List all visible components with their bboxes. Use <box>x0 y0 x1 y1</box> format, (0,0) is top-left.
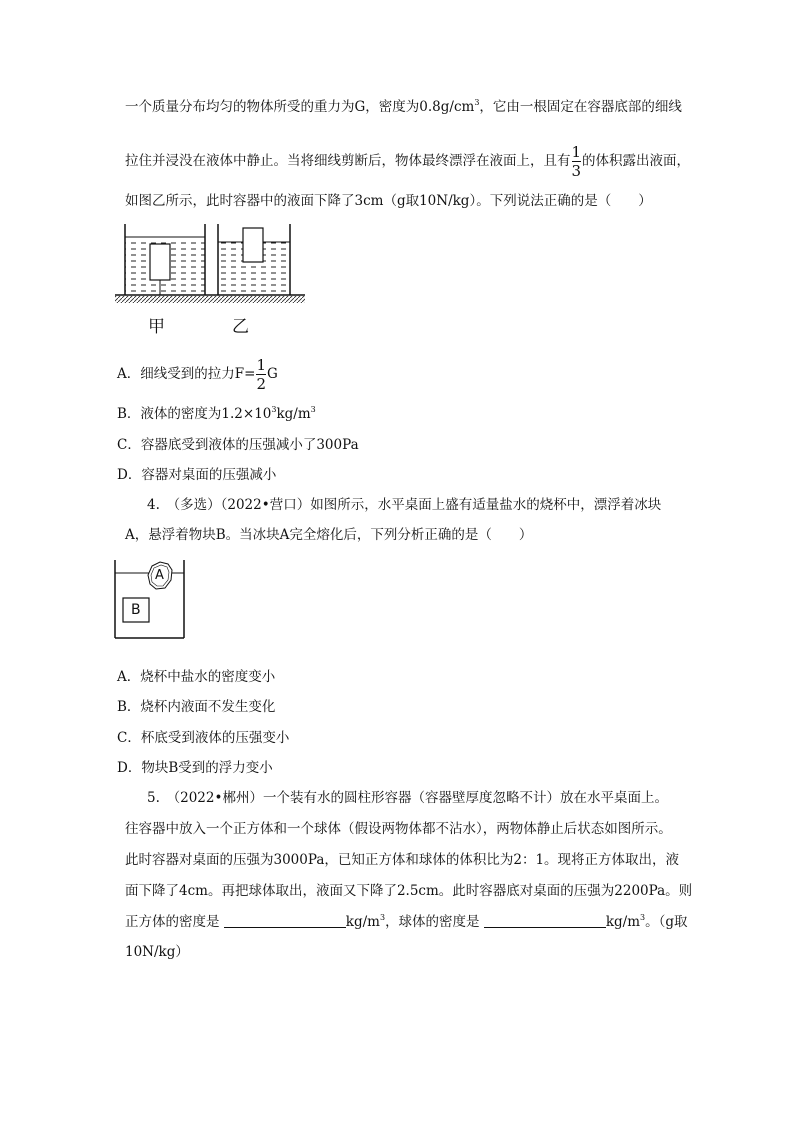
q4-line-1: 4. （多选）（2022•营口）如图所示，水平桌面上盛有适量盐水的烧杯中，漂浮着冰块 <box>147 497 662 513</box>
q5-line-4: 面下降了4cm。再把球体取出，液面又下降了2.5cm。此时容器底对桌面的压强为2200Pa。则 <box>125 883 693 899</box>
q3-line-2: 拉住并浸没在液体中静止。当将细线剪断后，物体最终漂浮在液面上，且有 $\frac{1}{3}$ 的体积露出液面， <box>125 143 691 180</box>
q3-option-b: B．液体的密度为$1.2\times 10^3kg/m^3$ <box>117 405 316 422</box>
fraction-one-half: $\frac{1}{2}$ <box>256 356 266 393</box>
q3-line-1: 一个质量分布均匀的物体所受的重力为G，密度为$0.8g/cm^3$，它由一根固定在容器底部的细线 <box>125 98 682 115</box>
q5-line-1: 5. （2022•郴州）一个装有水的圆柱形容器（容器壁厚度忽略不计）放在水平桌面上。 <box>147 790 668 806</box>
fig-label-b: B <box>131 602 141 618</box>
q4-option-b: B．烧杯内液面不发生变化 <box>117 699 276 715</box>
q5-line-3: 此时容器对桌面的压强为3000Pa，已知正方体和球体的体积比为2：1。现将正方体取出，液 <box>125 852 680 868</box>
container-yi <box>218 224 290 295</box>
q4-figure <box>110 558 190 640</box>
answer-blank-cube-density[interactable] <box>224 913 346 928</box>
q4-option-d: D．物块B受到的浮力变小 <box>117 760 273 776</box>
q3-line-3: 如图乙所示，此时容器中的液面下降了3cm（g取10N/kg）。下列说法正确的是（ ） <box>125 193 652 209</box>
fig-label-a: A <box>155 568 164 583</box>
q4-option-a: A．烧杯中盐水的密度变小 <box>117 669 276 685</box>
answer-blank-sphere-density[interactable] <box>484 913 606 928</box>
q4-line-2: A，悬浮着物块B。当冰块A完全熔化后，下列分析正确的是（ ） <box>125 527 533 543</box>
q5-line-6: 10N/kg） <box>125 944 189 960</box>
q5-line-2: 往容器中放入一个正方体和一个球体（假设两物体都不沾水），两物体静止后状态如图所示。 <box>125 821 672 837</box>
q5-line-5: 正方体的密度是 $kg/m^3$，球体的密度是 $kg/m^3$。（g取 <box>125 913 688 930</box>
q4-option-c: C．杯底受到液体的压强变小 <box>117 730 290 746</box>
fig-label-jia: 甲 <box>148 317 165 337</box>
container-jia <box>125 224 205 295</box>
q3-option-d: D．容器对桌面的压强减小 <box>117 467 277 483</box>
q3-option-a: A．细线受到的拉力F= $\frac{1}{2}$ G <box>117 356 278 393</box>
fraction-one-third: $\frac{1}{3}$ <box>571 143 582 180</box>
q3-figure <box>110 222 310 312</box>
q3-option-c: C．容器底受到液体的压强减小了300Pa <box>117 437 359 453</box>
fig-label-yi: 乙 <box>232 317 249 337</box>
